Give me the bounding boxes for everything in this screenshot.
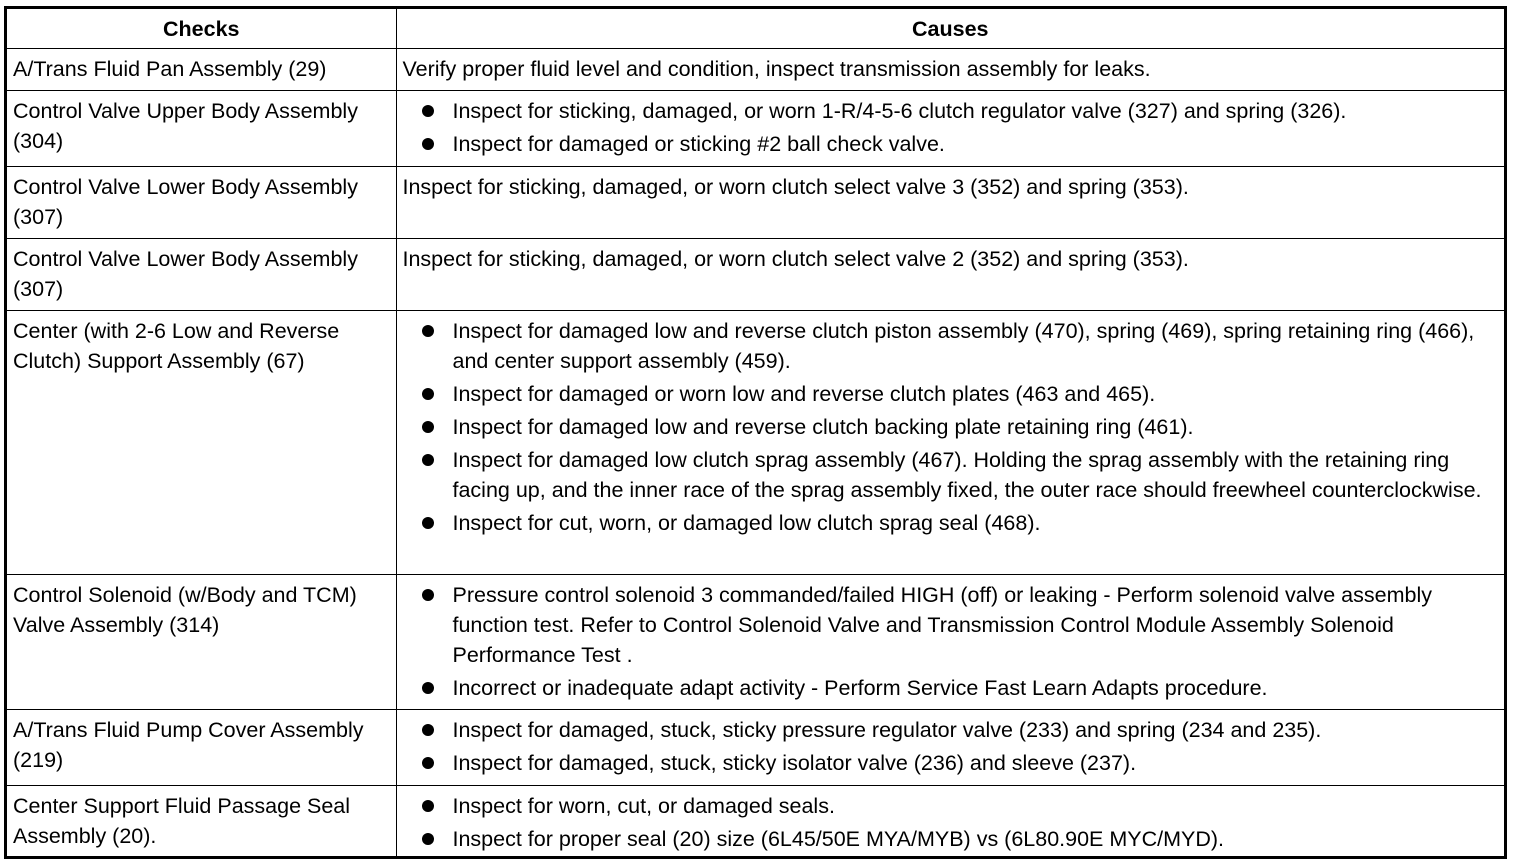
- table-row: [7, 239, 1504, 311]
- check-cell: Center Support Fluid Passage Seal Assembly (20).: [7, 786, 396, 858]
- cause-bullet-item: [403, 96, 1499, 126]
- cause-cell: [396, 710, 1504, 786]
- bullet-icon: [422, 454, 434, 466]
- header-checks: Checks: [7, 9, 396, 49]
- cause-bullet-item: [403, 580, 1499, 670]
- cause-bullet-text: Inspect for cut, worn, or damaged low clutch sprag seal (468).: [452, 511, 1041, 535]
- cause-bullet-item: [403, 379, 1499, 409]
- cause-bullet-text: Inspect for damaged or worn low and reverse clutch plates (463 and 465).: [452, 382, 1156, 406]
- check-cell: A/Trans Fluid Pan Assembly (29): [7, 49, 396, 91]
- bullet-icon: [422, 421, 434, 433]
- cause-bullet-text: Inspect for damaged low and reverse clutch backing plate retaining ring (461).: [452, 415, 1194, 439]
- cause-cell: Inspect for sticking, damaged, or worn clutch select valve 2 (352) and spring (353).: [396, 239, 1504, 311]
- cause-bullet-item: [403, 445, 1499, 505]
- cause-cell: Inspect for sticking, damaged, or worn clutch select valve 3 (352) and spring (353).: [396, 167, 1504, 239]
- bullet-icon: [422, 800, 434, 812]
- cause-bullet-list: [403, 715, 1499, 778]
- bullet-icon: [422, 833, 434, 845]
- cause-bullet-item: [403, 715, 1499, 745]
- bullet-icon: [422, 724, 434, 736]
- header-causes: Causes: [396, 9, 1504, 49]
- table-row: [7, 575, 1504, 710]
- table-row: [7, 710, 1504, 786]
- table-row: [7, 91, 1504, 167]
- bullet-icon: [422, 105, 434, 117]
- cause-cell: [396, 311, 1504, 575]
- check-cell: A/Trans Fluid Pump Cover Assembly (219): [7, 710, 396, 786]
- cause-cell: Verify proper fluid level and condition, inspect transmission assembly for leaks.: [396, 49, 1504, 91]
- cause-bullet-text: Inspect for proper seal (20) size (6L45/50E MYA/MYB) vs (6L80.90E MYC/MYD).: [452, 827, 1225, 851]
- cause-bullet-text: Incorrect or inadequate adapt activity - Perform Service Fast Learn Adapts procedure.: [452, 676, 1268, 700]
- check-cell: Control Valve Upper Body Assembly (304): [7, 91, 396, 167]
- checks-causes-table-frame: [4, 6, 1507, 859]
- table-row: [7, 167, 1504, 239]
- checks-causes-table: [7, 9, 1504, 857]
- check-cell: Center (with 2-6 Low and Reverse Clutch) Support Assembly (67): [7, 311, 396, 575]
- cause-bullet-text: Inspect for damaged or sticking #2 ball check valve.: [452, 132, 945, 156]
- cause-bullet-item: [403, 129, 1499, 159]
- bullet-icon: [422, 138, 434, 150]
- cause-bullet-text: Pressure control solenoid 3 commanded/failed HIGH (off) or leaking - Perform solenoid valve assembly function test. Refer to Control Solenoid Valve and Transmission Control Module Assembly Solenoid Performance Test .: [452, 583, 1432, 667]
- table-row: [7, 311, 1504, 575]
- bullet-icon: [422, 757, 434, 769]
- check-cell: Control Solenoid (w/Body and TCM) Valve Assembly (314): [7, 575, 396, 710]
- cause-bullet-text: Inspect for damaged, stuck, sticky pressure regulator valve (233) and spring (234 and 235).: [452, 718, 1322, 742]
- cause-bullet-item: [403, 412, 1499, 442]
- cause-bullet-item: [403, 508, 1499, 538]
- cause-bullet-list: [403, 316, 1499, 538]
- bullet-icon: [422, 517, 434, 529]
- cause-bullet-list: [403, 791, 1499, 854]
- cause-cell: [396, 91, 1504, 167]
- header-row: [7, 9, 1504, 49]
- cause-bullet-item: [403, 791, 1499, 821]
- cause-bullet-list: [403, 580, 1499, 703]
- cause-bullet-text: Inspect for damaged low and reverse clutch piston assembly (470), spring (469), spring retaining ring (466), and center support assembly (459).: [452, 319, 1475, 373]
- table-row: [7, 49, 1504, 91]
- bullet-icon: [422, 388, 434, 400]
- cause-bullet-item: [403, 748, 1499, 778]
- cause-bullet-item: [403, 673, 1499, 703]
- cause-bullet-text: Inspect for damaged, stuck, sticky isolator valve (236) and sleeve (237).: [452, 751, 1137, 775]
- table-row: [7, 786, 1504, 858]
- bullet-icon: [422, 325, 434, 337]
- bullet-icon: [422, 682, 434, 694]
- check-cell: Control Valve Lower Body Assembly (307): [7, 167, 396, 239]
- cause-bullet-item: [403, 316, 1499, 376]
- cause-cell: [396, 575, 1504, 710]
- cause-bullet-item: [403, 824, 1499, 854]
- check-cell: Control Valve Lower Body Assembly (307): [7, 239, 396, 311]
- cause-bullet-text: Inspect for damaged low clutch sprag assembly (467). Holding the sprag assembly with the retaining ring facing up, and the inner race of the sprag assembly fixed, the outer race should freewheel counterclockwise.: [452, 448, 1482, 502]
- cause-bullet-text: Inspect for worn, cut, or damaged seals.: [452, 794, 835, 818]
- bullet-icon: [422, 589, 434, 601]
- cause-cell: [396, 786, 1504, 858]
- cause-bullet-text: Inspect for sticking, damaged, or worn 1-R/4-5-6 clutch regulator valve (327) and spring (326).: [452, 99, 1347, 123]
- cause-bullet-list: [403, 96, 1499, 159]
